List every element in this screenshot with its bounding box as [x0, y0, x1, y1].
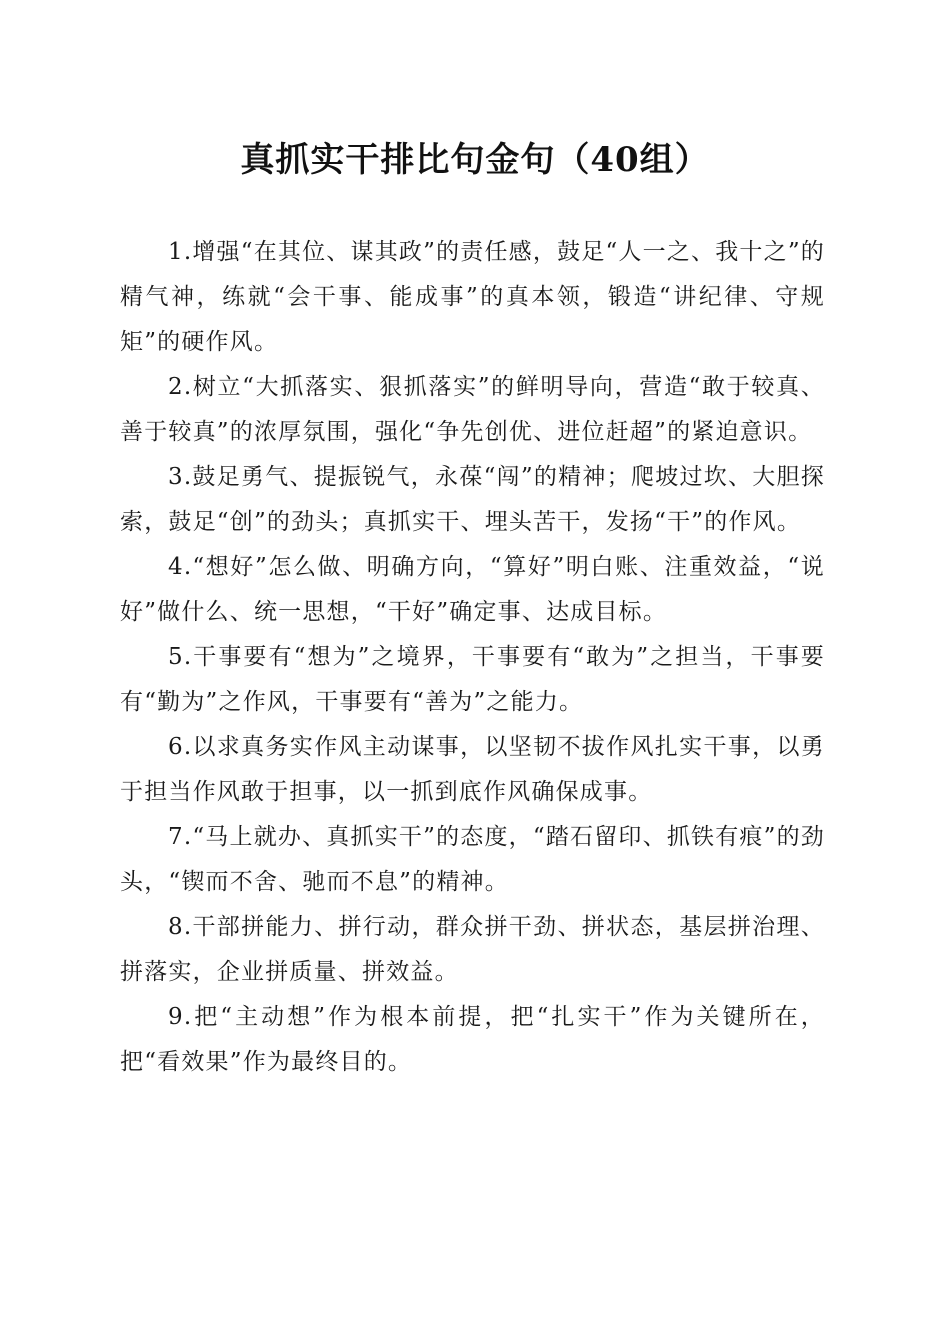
paragraph-4: 4.“想好”怎么做、明确方向，“算好”明白账、注重效益，“说好”做什么、统一思想，“干好”确定事、达成目标。 [120, 554, 825, 625]
paragraph-9: 9.把“主动想”作为根本前提，把“扎实干”作为关键所在，把“看效果”作为最终目的。 [120, 1004, 825, 1075]
paragraph-6: 6.以求真务实作风主动谋事，以坚韧不拔作风扎实干事，以勇于担当作风敢于担事，以一抓到底作风确保成事。 [120, 734, 825, 805]
document-body [120, 230, 825, 1085]
paragraph-2: 2.树立“大抓落实、狠抓落实”的鲜明导向，营造“敢于较真、善于较真”的浓厚氛围，强化“争先创优、进位赶超”的紧迫意识。 [120, 374, 825, 445]
paragraph-5: 5.干事要有“想为”之境界，干事要有“敢为”之担当，干事要有“勤为”之作风，干事要有“善为”之能力。 [120, 644, 825, 715]
document-title: 真抓实干排比句金句（40组） [240, 140, 710, 180]
paragraph-1: 1.增强“在其位、谋其政”的责任感，鼓足“人一之、我十之”的精气神，练就“会干事、能成事”的真本领，锻造“讲纪律、守规矩”的硬作风。 [120, 239, 825, 355]
paragraph-7: 7.“马上就办、真抓实干”的态度，“踏石留印、抓铁有痕”的劲头，“锲而不舍、驰而不息”的精神。 [120, 824, 825, 895]
paragraph-3: 3.鼓足勇气、提振锐气，永葆“闯”的精神；爬坡过坎、大胆探索，鼓足“创”的劲头；真抓实干、埋头苦干，发扬“干”的作风。 [120, 464, 825, 535]
paragraph-8: 8.干部拼能力、拼行动，群众拼干劲、拼状态，基层拼治理、拼落实，企业拼质量、拼效益。 [120, 914, 825, 985]
